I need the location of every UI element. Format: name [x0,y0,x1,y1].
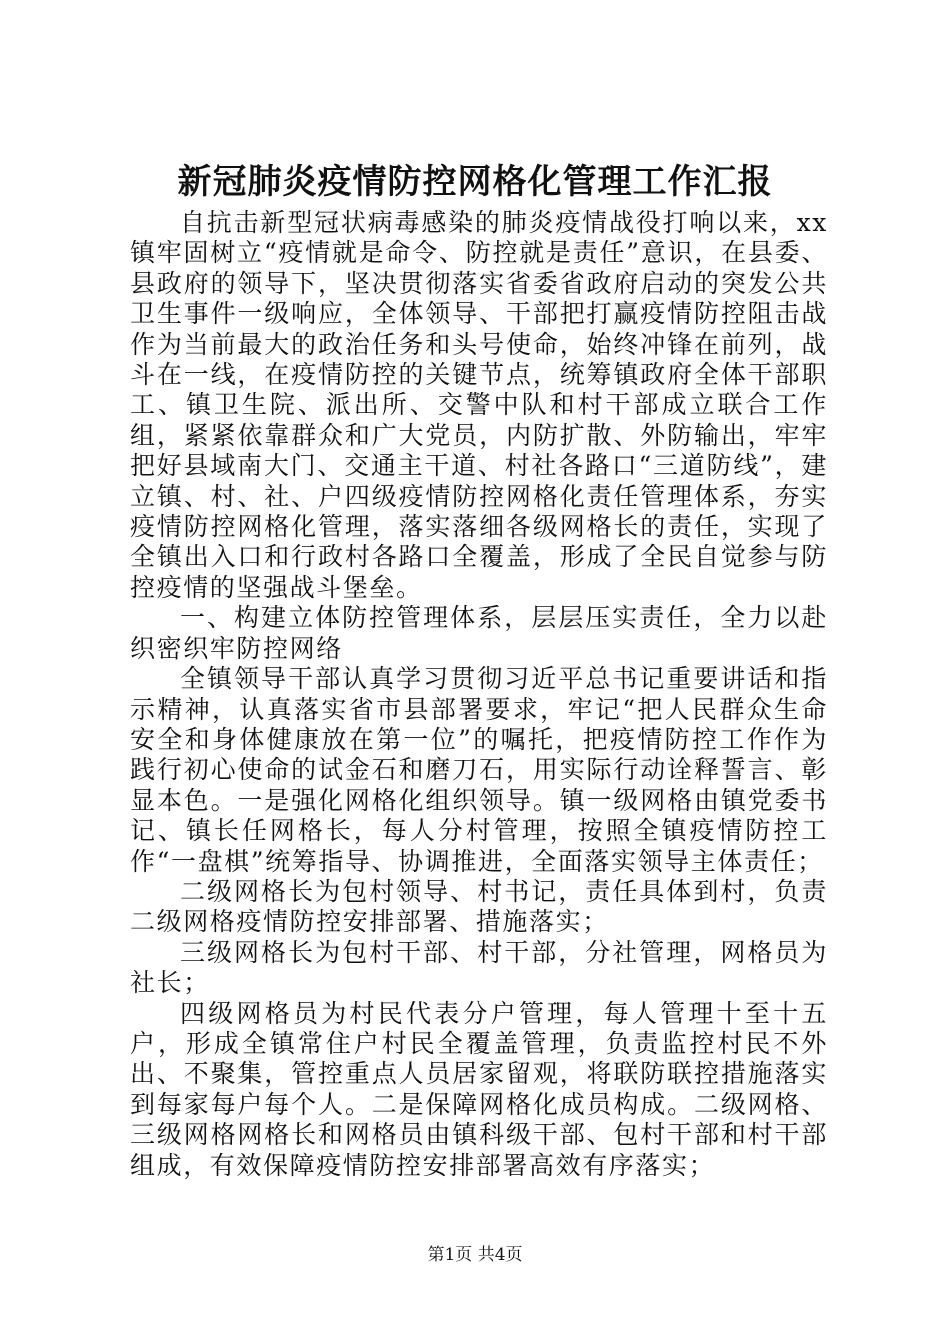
page-number-footer: 第1页 共4页 [427,1245,523,1265]
document-title: 新冠肺炎疫情防控网格化管理工作汇报 [177,162,773,202]
document-body [130,208,828,1181]
paragraph-level-3-grid: 三级网格长为包村干部、村干部，分社管理，网格员为社长； [130,937,828,998]
section-heading-1: 一、构建立体防控管理体系，层层压实责任，全力以赴织密织牢防控网络 [130,603,828,663]
paragraph-level-2-grid: 二级网格长为包村领导、村书记，责任具体到村，负责二级网格疫情防控安排部署、措施落实； [130,876,828,937]
paragraph-level-4-grid: 四级网格员为村民代表分户管理，每人管理十至十五户，形成全镇常住户村民全覆盖管理，负责监控村民不外出、不聚集，管控重点人员居家留观，将联防联控措施落实到每家每户每个人。二是保障网格化成员构成。二级网格、三级网格网格长和网格员由镇科级干部、包村干部和村干部组成，有效保障疫情防控安排部署高效有序落实； [130,998,828,1180]
paragraph-intro: 自抗击新型冠状病毒感染的肺炎疫情战役打响以来，xx镇牢固树立“疫情就是命令、防控就是责任”意识，在县委、县政府的领导下，坚决贯彻落实省委省政府启动的突发公共卫生事件一级响应，全体领导、干部把打赢疫情防控阻击战作为当前最大的政治任务和头号使命，始终冲锋在前列，战斗在一线，在疫情防控的关键节点，统筹镇政府全体干部职工、镇卫生院、派出所、交警中队和村干部成立联合工作组，紧紧依靠群众和广大党员，内防扩散、外防输出，牢牢把好县域南大门、交通主干道、村社各路口“三道防线”，建立镇、村、社、户四级疫情防控网格化责任管理体系，夯实疫情防控网格化管理，落实落细各级网格长的责任，实现了全镇出入口和行政村各路口全覆盖，形成了全民自觉参与防控疫情的坚强战斗堡垒。 [130,208,828,602]
paragraph-leadership: 全镇领导干部认真学习贯彻习近平总书记重要讲话和指示精神，认真落实省市县部署要求，牢记“把人民群众生命安全和身体健康放在第一位”的嘱托，把疫情防控工作作为践行初心使命的试金石和磨刀石，用实际行动诠释誓言、彰显本色。一是强化网格化组织领导。镇一级网格由镇党委书记、镇长任网格长，每人分村管理，按照全镇疫情防控工作“一盘棋”统筹指导、协调推进，全面落实领导主体责任； [130,664,828,876]
